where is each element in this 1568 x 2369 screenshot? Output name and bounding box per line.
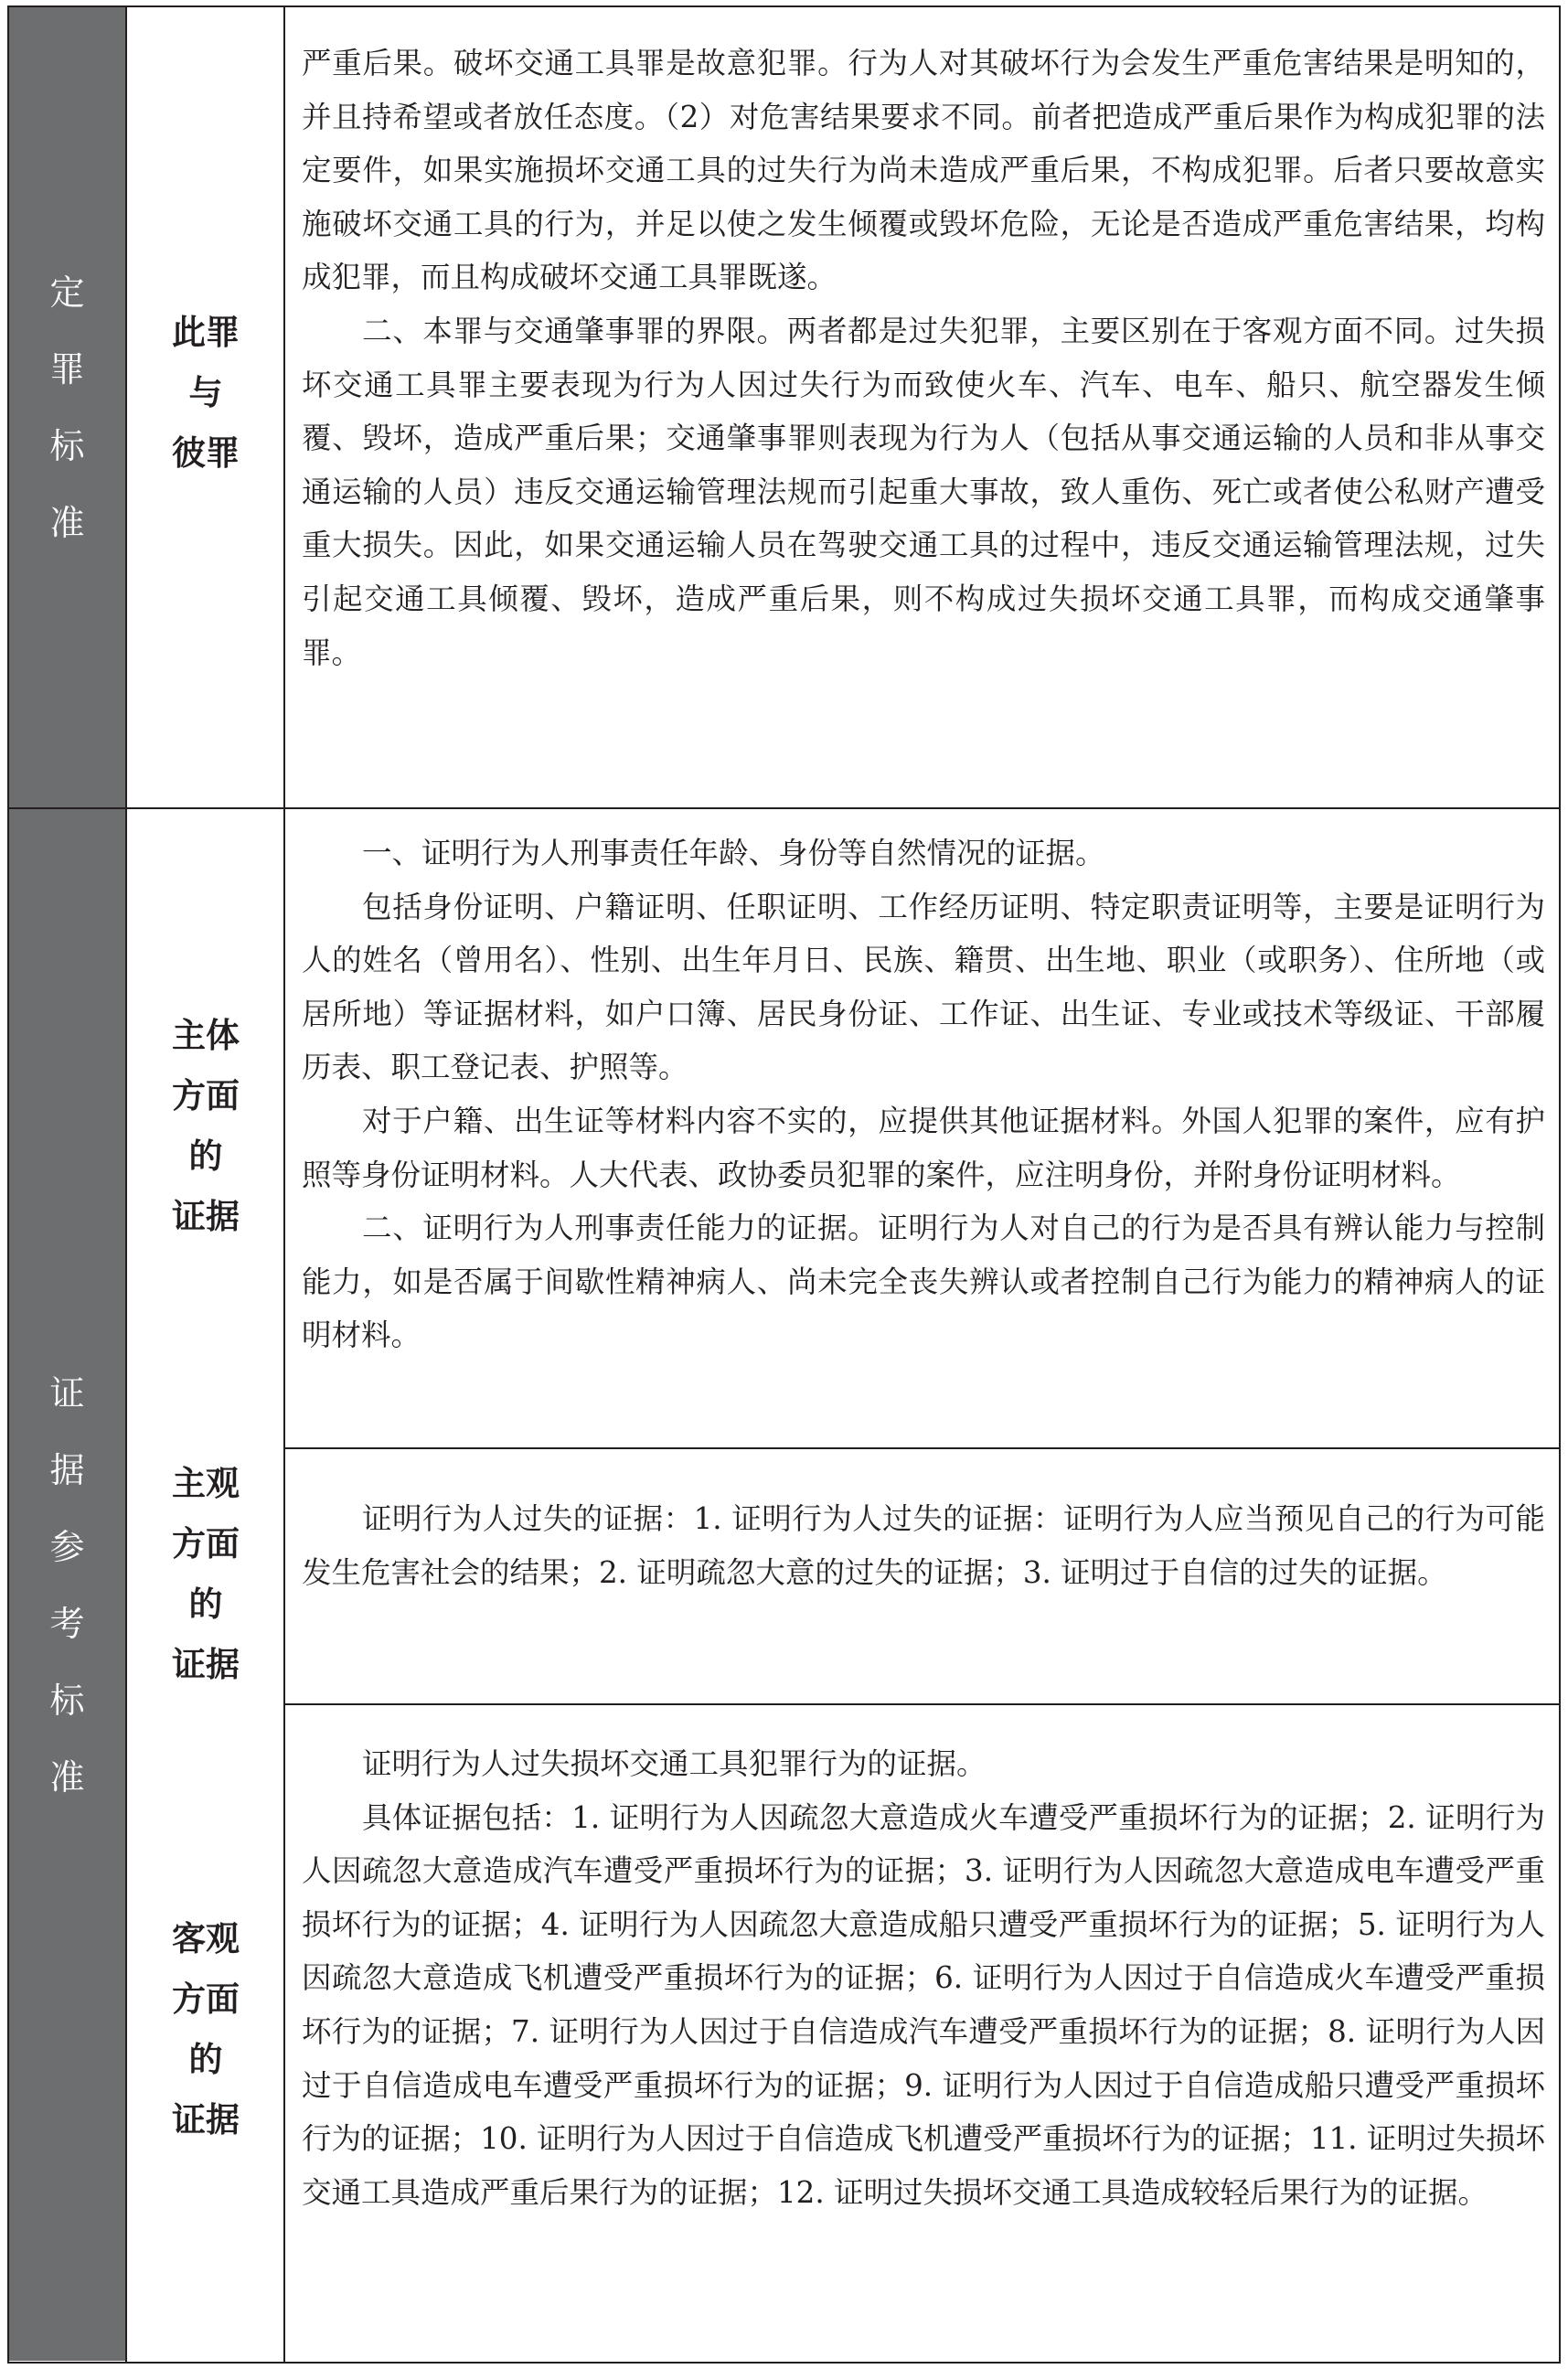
paragraph: 二、证明行为人刑事责任能力的证据。证明行为人对自己的行为是否具有辨认能力与控制能力，如是否属于间歇性精神病人、尚未完全丧失辨认或者控制自己行为能力的精神病人的证明材料。	[302, 1211, 1545, 1353]
category-char: 标	[49, 425, 85, 466]
paragraph: 证明行为人过失的证据：1. 证明行为人过失的证据：证明行为人应当预见自己的行为可能发生危害社会的结果；2. 证明疏忽大意的过失的证据；3. 证明过于自信的过失的证据。	[302, 1501, 1545, 1590]
heading-divider	[283, 5, 285, 2364]
paragraph: 具体证据包括：1. 证明行为人因疏忽大意造成火车遭受严重损坏行为的证据；2. 证明行为人因疏忽大意造成汽车遭受严重损坏行为的证据；3. 证明行为人因疏忽大意造成电车遭受严重损坏行为的证据；4. 证明行为人因疏忽大意造成船只遭受严重损坏行为的证据；5. 证明行为人因疏忽大意造成飞机遭受严重损坏行为的证据；6. 证明行为人因过于自信造成火车遭受严重损坏行为的证据；7. 证明行为人因过于自信造成汽车遭受严重损坏行为的证据；8. 证明行为人因过于自信造成电车遭受严重损坏行为的证据；9. 证明行为人因过于自信造成船只遭受严重损坏行为的证据；10. 证明行为人因过于自信造成飞机遭受严重损坏行为的证据；11. 证明过失损坏交通工具造成严重后果行为的证据；12. 证明过失损坏交通工具造成较轻后果行为的证据。	[302, 1799, 1545, 2210]
table-bottom-border	[7, 2362, 1561, 2364]
paragraph: 严重后果。破坏交通工具罪是故意犯罪。行为人对其破坏行为会发生严重危害结果是明知的，并且持希望或者放任态度。（2）对危害结果要求不同。前者把造成严重后果作为构成犯罪的法定要件，如果实施损坏交通工具的过失行为尚未造成严重后果，不构成犯罪。后者只要故意实施破坏交通工具的行为，并足以使之发生倾覆或毁坏危险，无论是否造成严重危害结果，均构成犯罪，而且构成破坏交通工具罪既遂。	[302, 46, 1545, 295]
category-char: 据	[49, 1449, 85, 1490]
category-conviction-standard	[9, 7, 125, 807]
heading-line: 客观	[172, 1919, 240, 1958]
text-cell-objective-evidence	[302, 1737, 1545, 2219]
table-right-border	[1559, 5, 1561, 2364]
paragraph: 包括身份证明、户籍证明、任职证明、工作经历证明、特定职责证明等，主要是证明行为人的姓名（曾用名）、性别、出生年月日、民族、籍贯、出生地、职业（或职务）、住所地（或居所地）等证据材料，如户口簿、居民身份证、工作证、出生证、专业或技术等级证、干部履历表、职工登记表、护照等。	[302, 889, 1545, 1085]
heading-this-vs-other-crime	[128, 302, 283, 485]
heading-objective-evidence	[128, 1909, 283, 2150]
category-char: 标	[49, 1680, 85, 1721]
heading-line: 的	[188, 1136, 223, 1176]
table-top-border	[7, 5, 1561, 7]
paragraph: 证明行为人过失损坏交通工具犯罪行为的证据。	[362, 1746, 987, 1781]
heading-line: 此罪	[172, 313, 240, 352]
category-char: 罪	[49, 348, 85, 389]
category-char: 准	[49, 1756, 85, 1798]
category-evidence-reference-standard	[9, 809, 125, 2361]
heading-line: 的	[188, 1585, 223, 1624]
paragraph: 二、本罪与交通肇事罪的界限。两者都是过失犯罪，主要区别在于客观方面不同。过失损坏交通工具罪主要表现为行为人因过失行为而致使火车、汽车、电车、船只、航空器发生倾覆、毁坏，造成严重后果；交通肇事罪则表现为行为人（包括从事交通运输的人员和非从事交通运输的人员）违反交通运输管理法规而引起重大事故，致人重伤、死亡或者使公私财产遭受重大损失。因此，如果交通运输人员在驾驶交通工具的过程中，违反交通运输管理法规，过失引起交通工具倾覆、毁坏，造成严重后果，则不构成过失损坏交通工具罪，而构成交通肇事罪。	[302, 313, 1545, 670]
heading-subjective-evidence	[128, 1454, 283, 1695]
category-char: 参	[49, 1526, 85, 1567]
heading-line: 主观	[172, 1464, 240, 1503]
heading-line: 证据	[172, 1197, 240, 1236]
heading-line: 证据	[172, 2100, 240, 2140]
heading-line: 彼罪	[172, 433, 240, 473]
heading-line: 方面	[172, 1524, 240, 1563]
heading-line: 与	[188, 373, 223, 412]
text-cell-subject-evidence	[302, 827, 1545, 1362]
row-divider-subjective	[283, 1703, 1561, 1705]
category-char: 准	[49, 502, 85, 543]
paragraph: 一、证明行为人刑事责任年龄、身份等自然情况的证据。	[362, 836, 1105, 870]
category-divider	[125, 5, 127, 2364]
category-char: 证	[49, 1372, 85, 1414]
section-divider	[7, 807, 1561, 809]
text-cell-this-vs-other-crime	[302, 37, 1545, 679]
heading-line: 方面	[172, 1980, 240, 2019]
heading-subject-evidence	[128, 1006, 283, 1247]
heading-line: 方面	[172, 1076, 240, 1115]
heading-line: 的	[188, 2040, 223, 2079]
heading-line: 主体	[172, 1016, 240, 1055]
text-cell-subjective-evidence	[302, 1492, 1545, 1599]
category-char: 考	[49, 1603, 85, 1644]
category-char: 定	[49, 272, 85, 313]
row-divider-subject	[283, 1447, 1561, 1449]
heading-line: 证据	[172, 1645, 240, 1684]
paragraph: 对于户籍、出生证等材料内容不实的，应提供其他证据材料。外国人犯罪的案件，应有护照等身份证明材料。人大代表、政协委员犯罪的案件，应注明身份，并附身份证明材料。	[302, 1103, 1545, 1192]
